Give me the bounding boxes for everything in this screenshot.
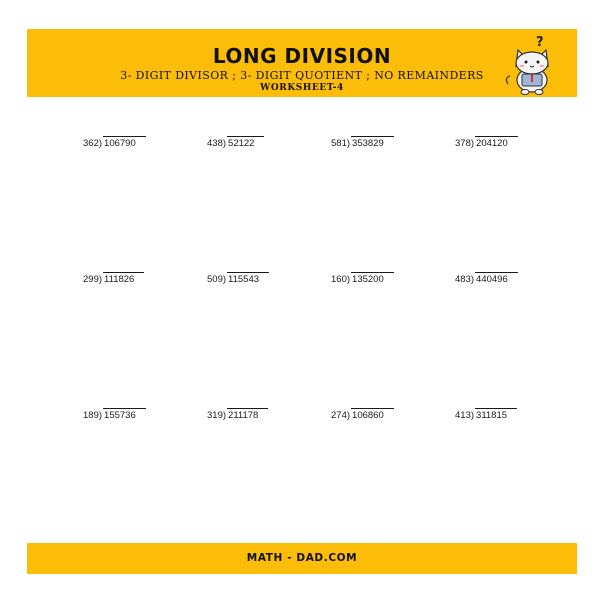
divisor: 378 [455,138,471,149]
division-problem [455,408,517,422]
cat-with-question-mark-icon [502,32,568,98]
division-bracket: ) [222,274,227,285]
dividend: 311815 [475,408,517,422]
divisor: 160 [331,274,347,285]
divisor: 438 [207,138,223,149]
division-bracket: ) [222,138,227,149]
division-problem [207,136,264,150]
dividend: 211178 [227,408,268,422]
dividend: 106790 [103,136,146,150]
dividend: 111826 [103,272,144,286]
dividend: 204120 [475,136,518,150]
division-bracket: ) [470,274,475,285]
dividend: 353829 [351,136,394,150]
dividend: 106860 [351,408,394,422]
footer-site-name: MATH - DAD.COM [246,552,358,564]
divisor: 299 [83,274,99,285]
divisor: 483 [455,274,471,285]
question-mark: ? [536,35,544,50]
division-problem [331,136,394,150]
division-bracket: ) [98,138,103,149]
dividend: 440496 [475,272,518,286]
divisor: 362 [83,138,99,149]
division-bracket: ) [470,138,475,149]
divisor: 581 [331,138,347,149]
division-problem [83,136,146,150]
division-problem [455,272,518,286]
dividend: 155736 [103,408,146,422]
worksheet-subtitle: 3- DIGIT DIVISOR ; 3- DIGIT QUOTIENT ; NO REMAINDERS [120,69,484,82]
division-problem [331,408,394,422]
division-bracket: ) [222,410,227,421]
divisor: 509 [207,274,223,285]
division-bracket: ) [470,410,475,421]
division-bracket: ) [98,410,103,421]
divisor: 274 [331,410,347,421]
divisor: 189 [83,410,99,421]
dividend: 115543 [227,272,269,286]
dividend: 52122 [227,136,264,150]
header-banner [27,29,577,97]
division-problem [207,272,269,286]
division-bracket: ) [98,274,103,285]
divisor: 413 [455,410,471,421]
worksheet-title: LONG DIVISION [212,44,392,68]
division-bracket: ) [346,410,351,421]
division-bracket: ) [346,138,351,149]
division-problem [455,136,518,150]
division-problem [83,272,144,286]
footer-banner [27,543,577,574]
division-problem [207,408,268,422]
divisor: 319 [207,410,223,421]
division-bracket: ) [346,274,351,285]
worksheet-number: WORKSHEET-4 [260,83,344,93]
division-problem [83,408,146,422]
division-problem [331,272,394,286]
dividend: 135200 [351,272,394,286]
